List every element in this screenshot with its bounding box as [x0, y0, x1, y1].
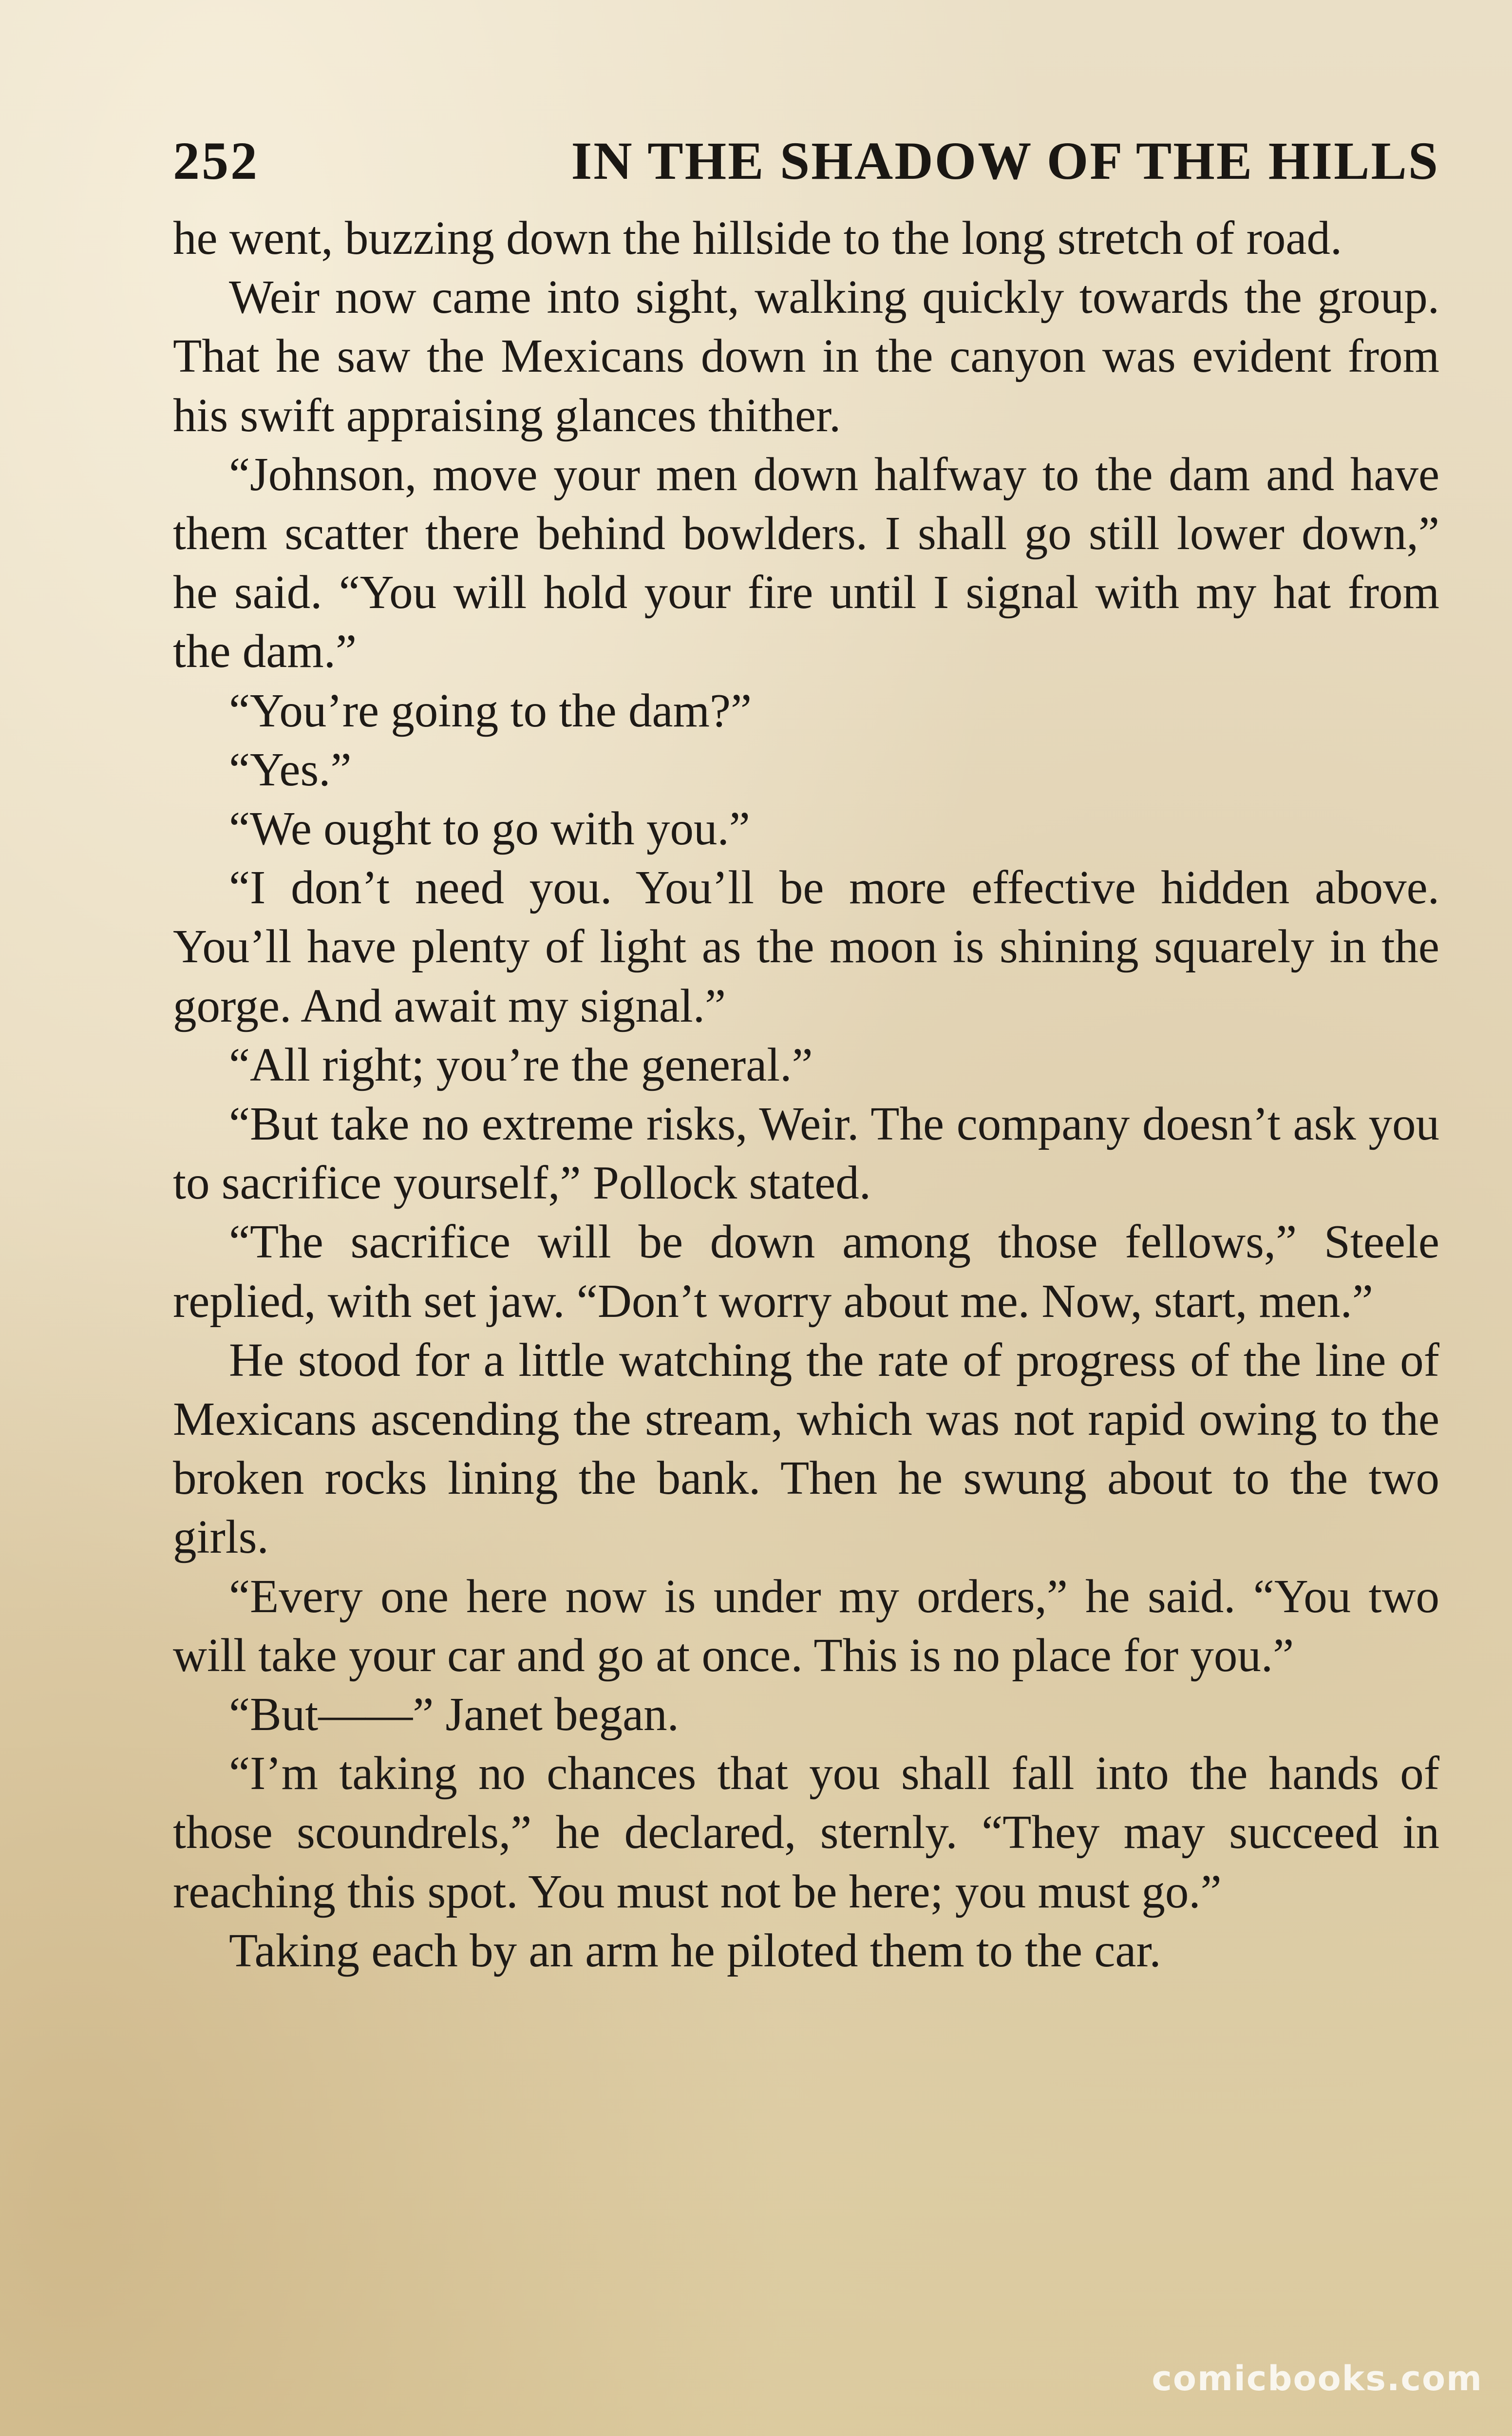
paragraph: “I’m taking no chances that you shall fall into the hands of those scoundrels,” he declared, sternly. “They may succeed in reaching this spot. You must not be here; you must go.”: [173, 1747, 1439, 1918]
book-page: [173, 122, 1439, 2290]
watermark: comicbooks.com: [1152, 2359, 1483, 2398]
paragraph: “The sacrifice will be down among those fellows,” Steele replied, with set jaw. “Don’t worry about me. Now, start, men.”: [173, 1216, 1439, 1327]
paragraph: “But take no extreme risks, Weir. The company doesn’t ask you to sacrifice yourself,” Pollock stated.: [173, 1098, 1439, 1209]
paragraph: “All right; you’re the general.”: [229, 1038, 813, 1091]
paragraph: “I don’t need you. You’ll be more effective hidden above. You’ll have plenty of light as the moon is shining squarely in the gorge. And await my signal.”: [173, 861, 1439, 1032]
paragraph: He stood for a little watching the rate of progress of the line of Mexicans ascending the stream, which was not rapid owing to the broken rocks lining the bank. Then he swung about to the two girls.: [173, 1333, 1439, 1563]
paragraph: Taking each by an arm he piloted them to the car.: [229, 1924, 1161, 1977]
body-text: [173, 209, 1439, 1980]
paragraph: “Every one here now is under my orders,” he said. “You two will take your car and go at once. This is no place for you.”: [173, 1570, 1439, 1681]
paragraph: he went, buzzing down the hillside to the long stretch of road.: [173, 212, 1342, 264]
page-number: 252: [173, 131, 259, 190]
paragraph: “But——” Janet began.: [229, 1688, 679, 1741]
running-head: [173, 122, 1439, 200]
paragraph: “We ought to go with you.”: [229, 802, 750, 855]
paragraph: “You’re going to the dam?”: [229, 684, 752, 737]
paragraph: Weir now came into sight, walking quickly towards the group. That he saw the Mexicans down in the canyon was evident from his swift appraising glances thither.: [173, 271, 1439, 441]
running-title: IN THE SHADOW OF THE HILLS: [571, 131, 1439, 190]
paragraph: “Johnson, move your men down halfway to the dam and have them scatter there behind bowlders. I shall go still lower down,” he said. “You will hold your fire until I signal with my hat from the dam.”: [173, 448, 1439, 678]
paragraph: “Yes.”: [229, 743, 352, 796]
